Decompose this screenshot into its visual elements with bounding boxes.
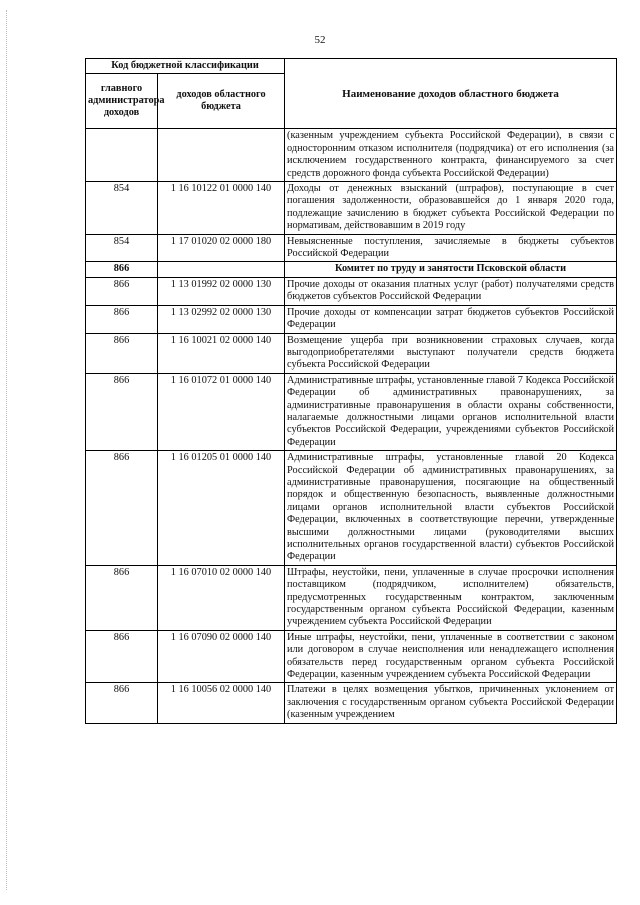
cell-budget-code: 1 16 07090 02 0000 140: [158, 630, 285, 683]
table-row: [86, 182, 617, 235]
table-row: [86, 565, 617, 630]
cell-name: (казенным учреждением субъекта Российской Федерации), в связи с односторонним отказом исполнителя (подрядчика) от его исполнения (за исключением государственного контракта, финансируемого за счет средств дорожного фонда субъекта Российской Федерации): [285, 129, 617, 182]
cell-admin-code: 866: [86, 262, 158, 277]
cell-admin-code: 866: [86, 630, 158, 683]
header-group-title: Код бюджетной классификации: [86, 59, 285, 74]
cell-budget-code: 1 17 01020 02 0000 180: [158, 234, 285, 262]
cell-name: Прочие доходы от компенсации затрат бюджетов субъектов Российской Федерации: [285, 305, 617, 333]
cell-name: Иные штрафы, неустойки, пени, уплаченные в соответствии с законом или договором в случае неисполнения или ненадлежащего исполнения обязательств перед государственным органом субъекта Российской Федерации, казенным учреждением субъекта Российской Федерации: [285, 630, 617, 683]
header-col-budget: доходов областного бюджета: [158, 74, 285, 129]
cell-name: Доходы от денежных взысканий (штрафов), поступающие в счет погашения задолженности, образовавшейся до 1 января 2020 года, подлежащие зачислению в бюджет субъекта Российской Федерации по нормативам, действовавшим в 2019 году: [285, 182, 617, 235]
budget-classification-table: [85, 58, 617, 724]
table-row: [86, 333, 617, 373]
cell-name: Административные штрафы, установленные главой 7 Кодекса Российской Федерации об административных правонарушениях, за административные правонарушения в области охраны собственности, налагаемые должностными лицами органов исполнительной власти субъектов Российской Федерации, учреждениями субъектов Российской Федерации: [285, 373, 617, 450]
cell-name: Административные штрафы, установленные главой 20 Кодекса Российской Федерации об административных правонарушениях, за административные правонарушения, посягающие на общественный порядок и общественную безопасность, выявленные должностными лицами органов исполнительной власти субъектов Российской Федерации, включенных в соответствующие перечни, утвержденные высшими должностными лицами (руководителями высших исполнительных органов государственной власти) субъектов Российской Федерации: [285, 451, 617, 566]
cell-budget-code: 1 16 10122 01 0000 140: [158, 182, 285, 235]
cell-budget-code: 1 16 07010 02 0000 140: [158, 565, 285, 630]
cell-admin-code: 866: [86, 451, 158, 566]
scan-margin-mark: [6, 10, 9, 890]
section-row: [86, 262, 617, 277]
cell-name: Комитет по труду и занятости Псковской области: [285, 262, 617, 277]
header-col-admin: главного администратора доходов: [86, 74, 158, 129]
cell-name: Возмещение ущерба при возникновении страховых случаев, когда выгодоприобретателями выступают получатели средств бюджета субъекта Российской Федерации: [285, 333, 617, 373]
cell-name: Прочие доходы от оказания платных услуг (работ) получателями средств бюджетов субъектов Российской Федерации: [285, 277, 617, 305]
cell-admin-code: 854: [86, 234, 158, 262]
cell-budget-code: 1 13 01992 02 0000 130: [158, 277, 285, 305]
table-row: [86, 373, 617, 450]
table-header-row-1: [86, 59, 617, 74]
cell-admin-code: 866: [86, 277, 158, 305]
cell-admin-code: 866: [86, 373, 158, 450]
table-row: [86, 129, 617, 182]
cell-budget-code: 1 13 02992 02 0000 130: [158, 305, 285, 333]
cell-budget-code: 1 16 01205 01 0000 140: [158, 451, 285, 566]
table-row: [86, 683, 617, 723]
cell-admin-code: 866: [86, 305, 158, 333]
table-row: [86, 305, 617, 333]
page-number: 52: [314, 34, 326, 46]
cell-admin-code: 866: [86, 565, 158, 630]
cell-budget-code: 1 16 10056 02 0000 140: [158, 683, 285, 723]
cell-name: Штрафы, неустойки, пени, уплаченные в случае просрочки исполнения поставщиком (подрядчиком, исполнителем) обязательств, предусмотренных государственным контрактом, заключенным государственным органом субъекта Российской Федерации, казенным учреждением субъекта Российской Федерации: [285, 565, 617, 630]
table-row: [86, 277, 617, 305]
cell-admin-code: [86, 129, 158, 182]
cell-admin-code: 854: [86, 182, 158, 235]
cell-name: Платежи в целях возмещения убытков, причиненных уклонением от заключения с государственным органом субъекта Российской Федерации (казенным учреждением: [285, 683, 617, 723]
cell-budget-code: [158, 262, 285, 277]
cell-admin-code: 866: [86, 333, 158, 373]
cell-admin-code: 866: [86, 683, 158, 723]
table-row: [86, 451, 617, 566]
table-row: [86, 630, 617, 683]
table-row: [86, 234, 617, 262]
header-col-name: Наименование доходов областного бюджета: [285, 59, 617, 129]
cell-name: Невыясненные поступления, зачисляемые в бюджеты субъектов Российской Федерации: [285, 234, 617, 262]
cell-budget-code: [158, 129, 285, 182]
cell-budget-code: 1 16 01072 01 0000 140: [158, 373, 285, 450]
cell-budget-code: 1 16 10021 02 0000 140: [158, 333, 285, 373]
